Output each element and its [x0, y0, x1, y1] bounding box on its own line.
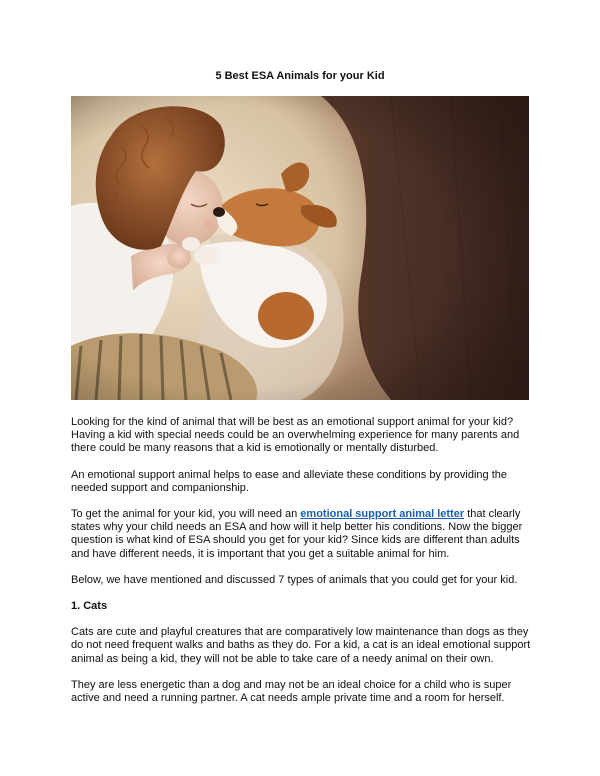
paragraph-types: Below, we have mentioned and discussed 7 types of animals that you could get for your kid. [71, 573, 518, 586]
paragraph-letter-before: To get the animal for your kid, you will need an [71, 508, 301, 521]
paragraph-letter-after: that clearly states why your child needs an ESA and how will it help better his conditions. Now the bigger question is what kind of ESA should you get for your kid? Since kids are different than adults and have different needs, it is important that you get a suitable animal for him. [71, 508, 523, 560]
page-title: 5 Best ESA Animals for your Kid [215, 70, 385, 82]
paragraph-letter [71, 508, 533, 561]
hero-photo [71, 96, 529, 400]
paragraph-cats-2: They are less energetic than a dog and may not be an ideal choice for a child who is super active and need a running partner. A cat needs ample private time and a room for herself. [71, 678, 512, 705]
esa-letter-link[interactable]: emotional support animal letter [300, 508, 465, 521]
paragraph-intro: Looking for the kind of animal that will be best as an emotional support animal for your kid? Having a kid with special needs could be an overwhelming experience for many parents and there could be many reasons that a kid is emotionally or mentally disturbed. [71, 416, 520, 455]
paragraph-cats-1: Cats are cute and playful creatures that are comparatively low maintenance than dogs as they do not need frequent walks and baths as they do. For a kid, a cat is an ideal emotional support animal as being a kid, they will not be able to take care of a needy animal on their own. [71, 626, 531, 665]
section-heading-cats: 1. Cats [71, 600, 108, 613]
paragraph-support: An emotional support animal helps to ease and alleviate these conditions by providing the needed support and companionship. [71, 468, 507, 494]
article-body [71, 416, 533, 718]
